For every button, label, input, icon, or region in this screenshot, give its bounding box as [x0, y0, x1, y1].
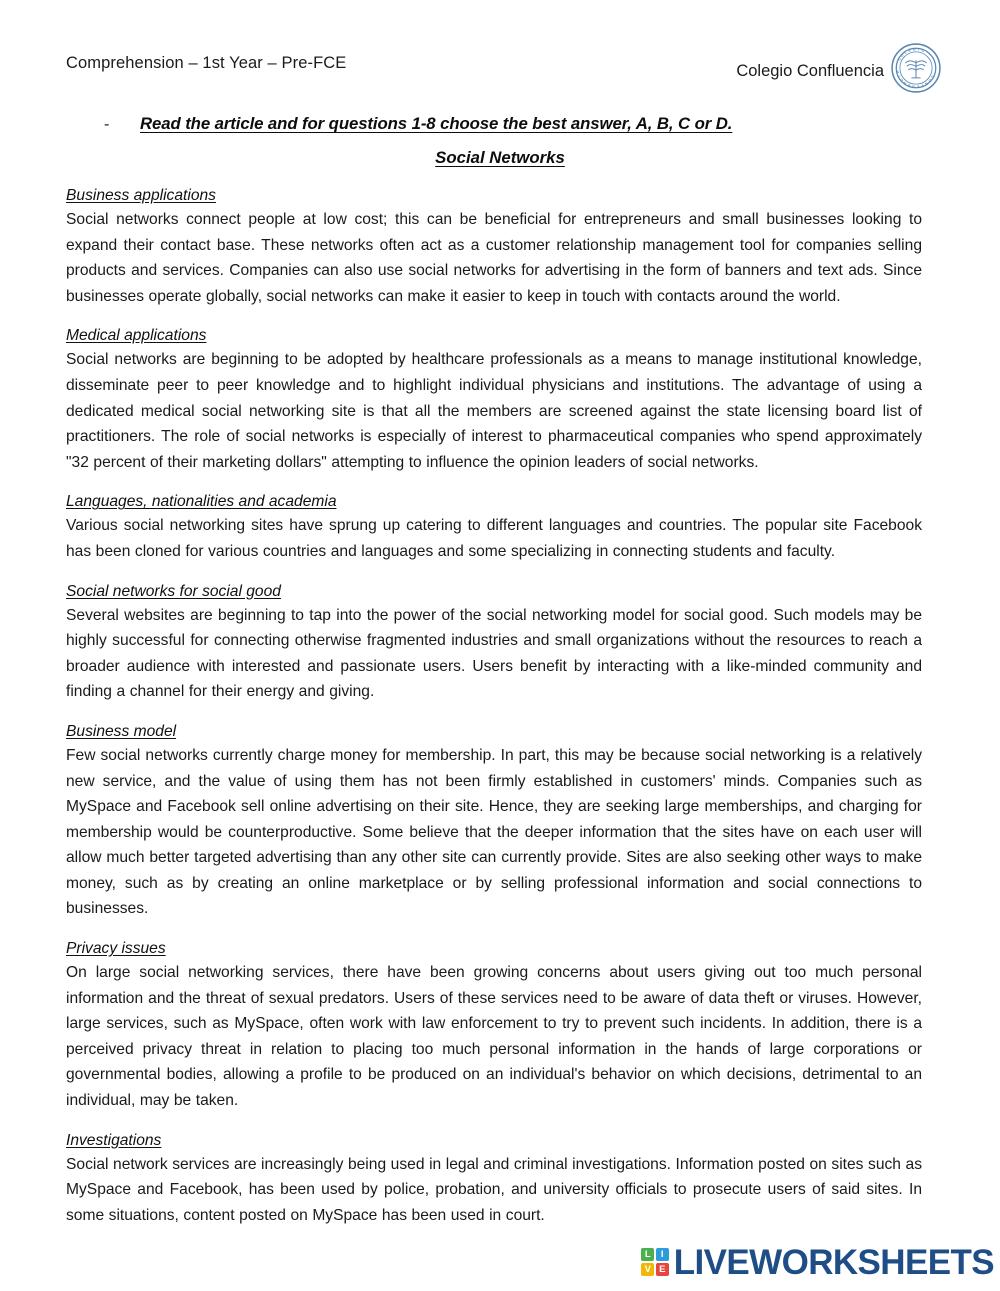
svg-text:F: F — [920, 83, 925, 88]
section-paragraph: Social networks are beginning to be adopted by healthcare professionals as a means to manage institutional knowledge, disseminate peer to peer knowledge and to highlight individual physicians and institutions. The advantage of using a dedicated medical social networking site is that all the members are screened against the state licensing board list of practitioners. The role of social networks is especially of interest to pharmaceutical companies who spend approximately "32 percent of their marketing dollars" attempting to influence the opinion leaders of social networks. — [66, 351, 922, 471]
svg-text:I: I — [897, 74, 902, 78]
svg-text:L: L — [916, 84, 920, 89]
article-section — [66, 326, 922, 475]
article-body — [66, 186, 922, 1228]
article-section — [66, 939, 922, 1114]
article-title-text: Social Networks — [435, 148, 565, 167]
svg-text:L: L — [903, 50, 908, 55]
svg-text:A: A — [895, 70, 900, 74]
svg-text:E: E — [907, 48, 912, 53]
instruction-text: Read the article and for questions 1-8 choose the best answer, A, B, C or D. — [140, 114, 733, 133]
svg-text:N: N — [902, 80, 908, 86]
svg-text:O: O — [920, 48, 926, 54]
school-branding — [736, 48, 960, 94]
liveworksheets-tiles-icon — [641, 1248, 669, 1276]
section-paragraph: Few social networks currently charge money for membership. In part, this may be because social networking is a relatively new service, and the value of using them has not been firmly established in customers' minds. Companies such as MySpace and Facebook sell online advertising on their site. Hence, they are seeking large memberships, and charging for membership would be counterproductive. Some believe that the deeper information that the sites have on each user will allow much better targeted advertising than any other site can currently provide. Sites are also seeking other ways to make money, such as by creating an online marketplace or by selling professional information and social connections to businesses. — [66, 746, 922, 918]
logo-tile-l: L — [641, 1248, 654, 1261]
article-section — [66, 492, 922, 564]
document-header — [66, 48, 960, 108]
bullet-dash-marker: - — [104, 116, 110, 133]
course-title: Comprehension – 1st Year – Pre-FCE — [66, 54, 347, 72]
article-section — [66, 1131, 922, 1229]
school-seal-tree-icon — [890, 42, 942, 94]
section-paragraph: Social network services are increasingly being used in legal and criminal investigations. Information posted on sites such as MySpace and Facebook, has been used by police, probation, and university officials to prosecute users of said sites. In some situations, content posted on MySpace has been used in court. — [66, 1155, 922, 1224]
section-paragraph: Social networks connect people at low cost; this can be beneficial for entrepreneurs and small businesses looking to expand their contact base. These networks often act as a customer relationship management tool for companies selling products and services. Companies can also use social networks for advertising in the form of banners and text ads. Since businesses operate globally, social networks can make it easier to keep in touch with contacts around the world. — [66, 211, 922, 305]
svg-text:E: E — [907, 82, 911, 88]
svg-text:C: C — [930, 74, 935, 79]
section-heading: Business applications — [66, 187, 216, 204]
svg-text:O: O — [899, 53, 905, 58]
svg-text:G: G — [912, 47, 916, 52]
section-heading: Business model — [66, 722, 177, 740]
article-section — [66, 722, 922, 922]
svg-text:O: O — [927, 78, 933, 83]
svg-text:C: C — [899, 77, 905, 83]
liveworksheets-logo[interactable] — [641, 1241, 994, 1283]
logo-tile-i: I — [656, 1248, 669, 1261]
school-name: Colegio Confluencia — [736, 62, 884, 80]
liveworksheets-wordmark: LIVEWORKSHEETS — [673, 1242, 994, 1282]
section-paragraph: Several websites are beginning to tap into the power of the social networking model for social good. Such models may be highly successful for connecting otherwise fragmented industries and small organizations without the resources to reach a broader audience with interested and passionate users. Users benefit by interacting with a like-minded community and finding a channel for their energy and giving. — [66, 606, 922, 701]
section-heading: Languages, nationalities and academia — [66, 493, 337, 511]
section-heading: Social networks for social good — [66, 582, 281, 600]
logo-tile-v: V — [641, 1263, 654, 1276]
section-paragraph: Various social networking sites have sprung up catering to different languages and countries. The popular site Facebook has been cloned for various countries and languages and some specializing in connecting students and faculty. — [66, 517, 922, 560]
section-heading: Medical applications — [66, 327, 207, 345]
section-paragraph: On large social networking services, there have been growing concerns about users giving out too much personal information and the threat of sexual predators. Users of these services need to be aware of data theft or viruses. However, large services, such as MySpace, often work with law enforcement to try to prevent such incidents. In addition, there is a perceived privacy threat in relation to placing too much personal information in the hands of large corporations or governmental bodies, allowing a profile to be produced on an individual's behavior on which decisions, detrimental to an individual, may be taken. — [66, 964, 922, 1110]
instruction-line — [104, 114, 940, 134]
svg-text:N: N — [924, 81, 929, 86]
logo-tile-e: E — [656, 1263, 669, 1276]
svg-text:C: C — [897, 57, 902, 62]
article-section — [66, 186, 922, 309]
article-section — [66, 582, 922, 705]
svg-text:I: I — [917, 47, 920, 52]
section-heading: Investigations — [66, 1131, 162, 1149]
article-title — [0, 148, 1000, 168]
section-heading: Privacy issues — [66, 940, 166, 958]
svg-text:U: U — [911, 84, 916, 89]
